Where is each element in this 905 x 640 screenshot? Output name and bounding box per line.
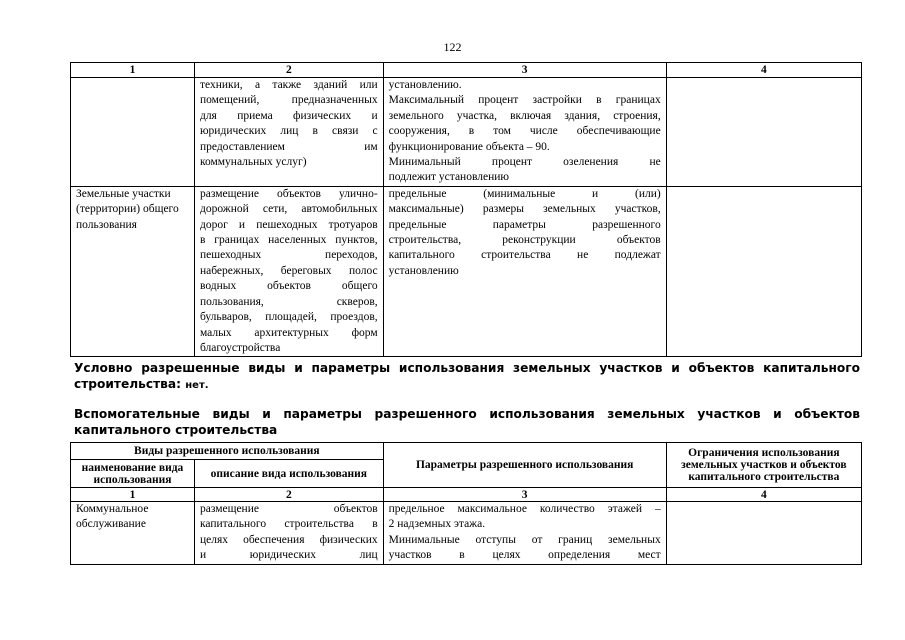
- cell-use-name: Земельные участки (территории) общего пользования: [71, 186, 195, 356]
- cell-use-name: Коммунальное обслуживание: [71, 502, 195, 565]
- cell-parameters: предельные (минимальные и (или) максимальные) размеры земельных участков, предельные параметры разрешенного строительства, реконструкции объектов капитального строительства не подлежат установлению: [383, 186, 666, 356]
- section-heading-conditional: Условно разрешенные виды и параметры использования земельных участков и объектов капитального строительства: нет.: [74, 361, 860, 391]
- cell-empty: [666, 502, 861, 565]
- table-auxiliary-uses: [70, 442, 862, 565]
- col-number-4: 4: [666, 63, 861, 78]
- cell-empty: [666, 78, 861, 187]
- col-number-1: 1: [71, 63, 195, 78]
- cell-parameters: предельное максимальное количество этажей – 2 надземных этажа. Минимальные отступы от границ земельных участков в целях определения мест: [383, 502, 666, 565]
- header-group-uses: Виды разрешенного использования: [71, 443, 384, 460]
- col-number-2: 2: [194, 488, 383, 502]
- page-number: 122: [443, 40, 462, 54]
- cell-parameters: установлению. Максимальный процент застройки в границах земельного участка, включая здания, строения, сооружения, в том числе обеспечивающие функционирование объекта – 90. Минимальный процент озеленения не подлежит установлению: [383, 78, 666, 187]
- table-row: [71, 186, 862, 356]
- header-use-description: описание вида использования: [194, 460, 383, 488]
- cell-empty: [71, 78, 195, 187]
- col-number-4: 4: [666, 488, 861, 502]
- cell-description: техники, а также зданий или помещений, предназначенных для приема физических и юридических лиц в связи с предоставлением им коммунальных услуг): [194, 78, 383, 187]
- cell-description: размещение объектов улично- дорожной сети, автомобильных дорог и пешеходных тротуаров в границах населенных пунктов, пешеходных переходов, набережных, береговых полос водных объектов общего пользования, скверов, бульваров, площадей, проездов, малых архитектурных форм благоустройства: [194, 186, 383, 356]
- col-number-1: 1: [71, 488, 195, 502]
- table-main-uses: [70, 62, 862, 357]
- table-row: [71, 502, 862, 565]
- header-use-name: наименование вида использования: [71, 460, 195, 488]
- col-number-3: 3: [383, 63, 666, 78]
- col-number-2: 2: [194, 63, 383, 78]
- header-params: Параметры разрешенного использования: [383, 443, 666, 488]
- col-number-3: 3: [383, 488, 666, 502]
- heading-suffix: нет.: [185, 380, 209, 391]
- cell-empty: [666, 186, 861, 356]
- cell-description: размещение объектов капитального строительства в целях обеспечения физических и юридических лиц: [194, 502, 383, 565]
- table-row: [71, 78, 862, 187]
- section-heading-auxiliary: Вспомогательные виды и параметры разрешенного использования земельных участков и объектов капитального строительства: [74, 407, 860, 437]
- header-limits: Ограничения использования земельных участков и объектов капитального строительства: [666, 443, 861, 488]
